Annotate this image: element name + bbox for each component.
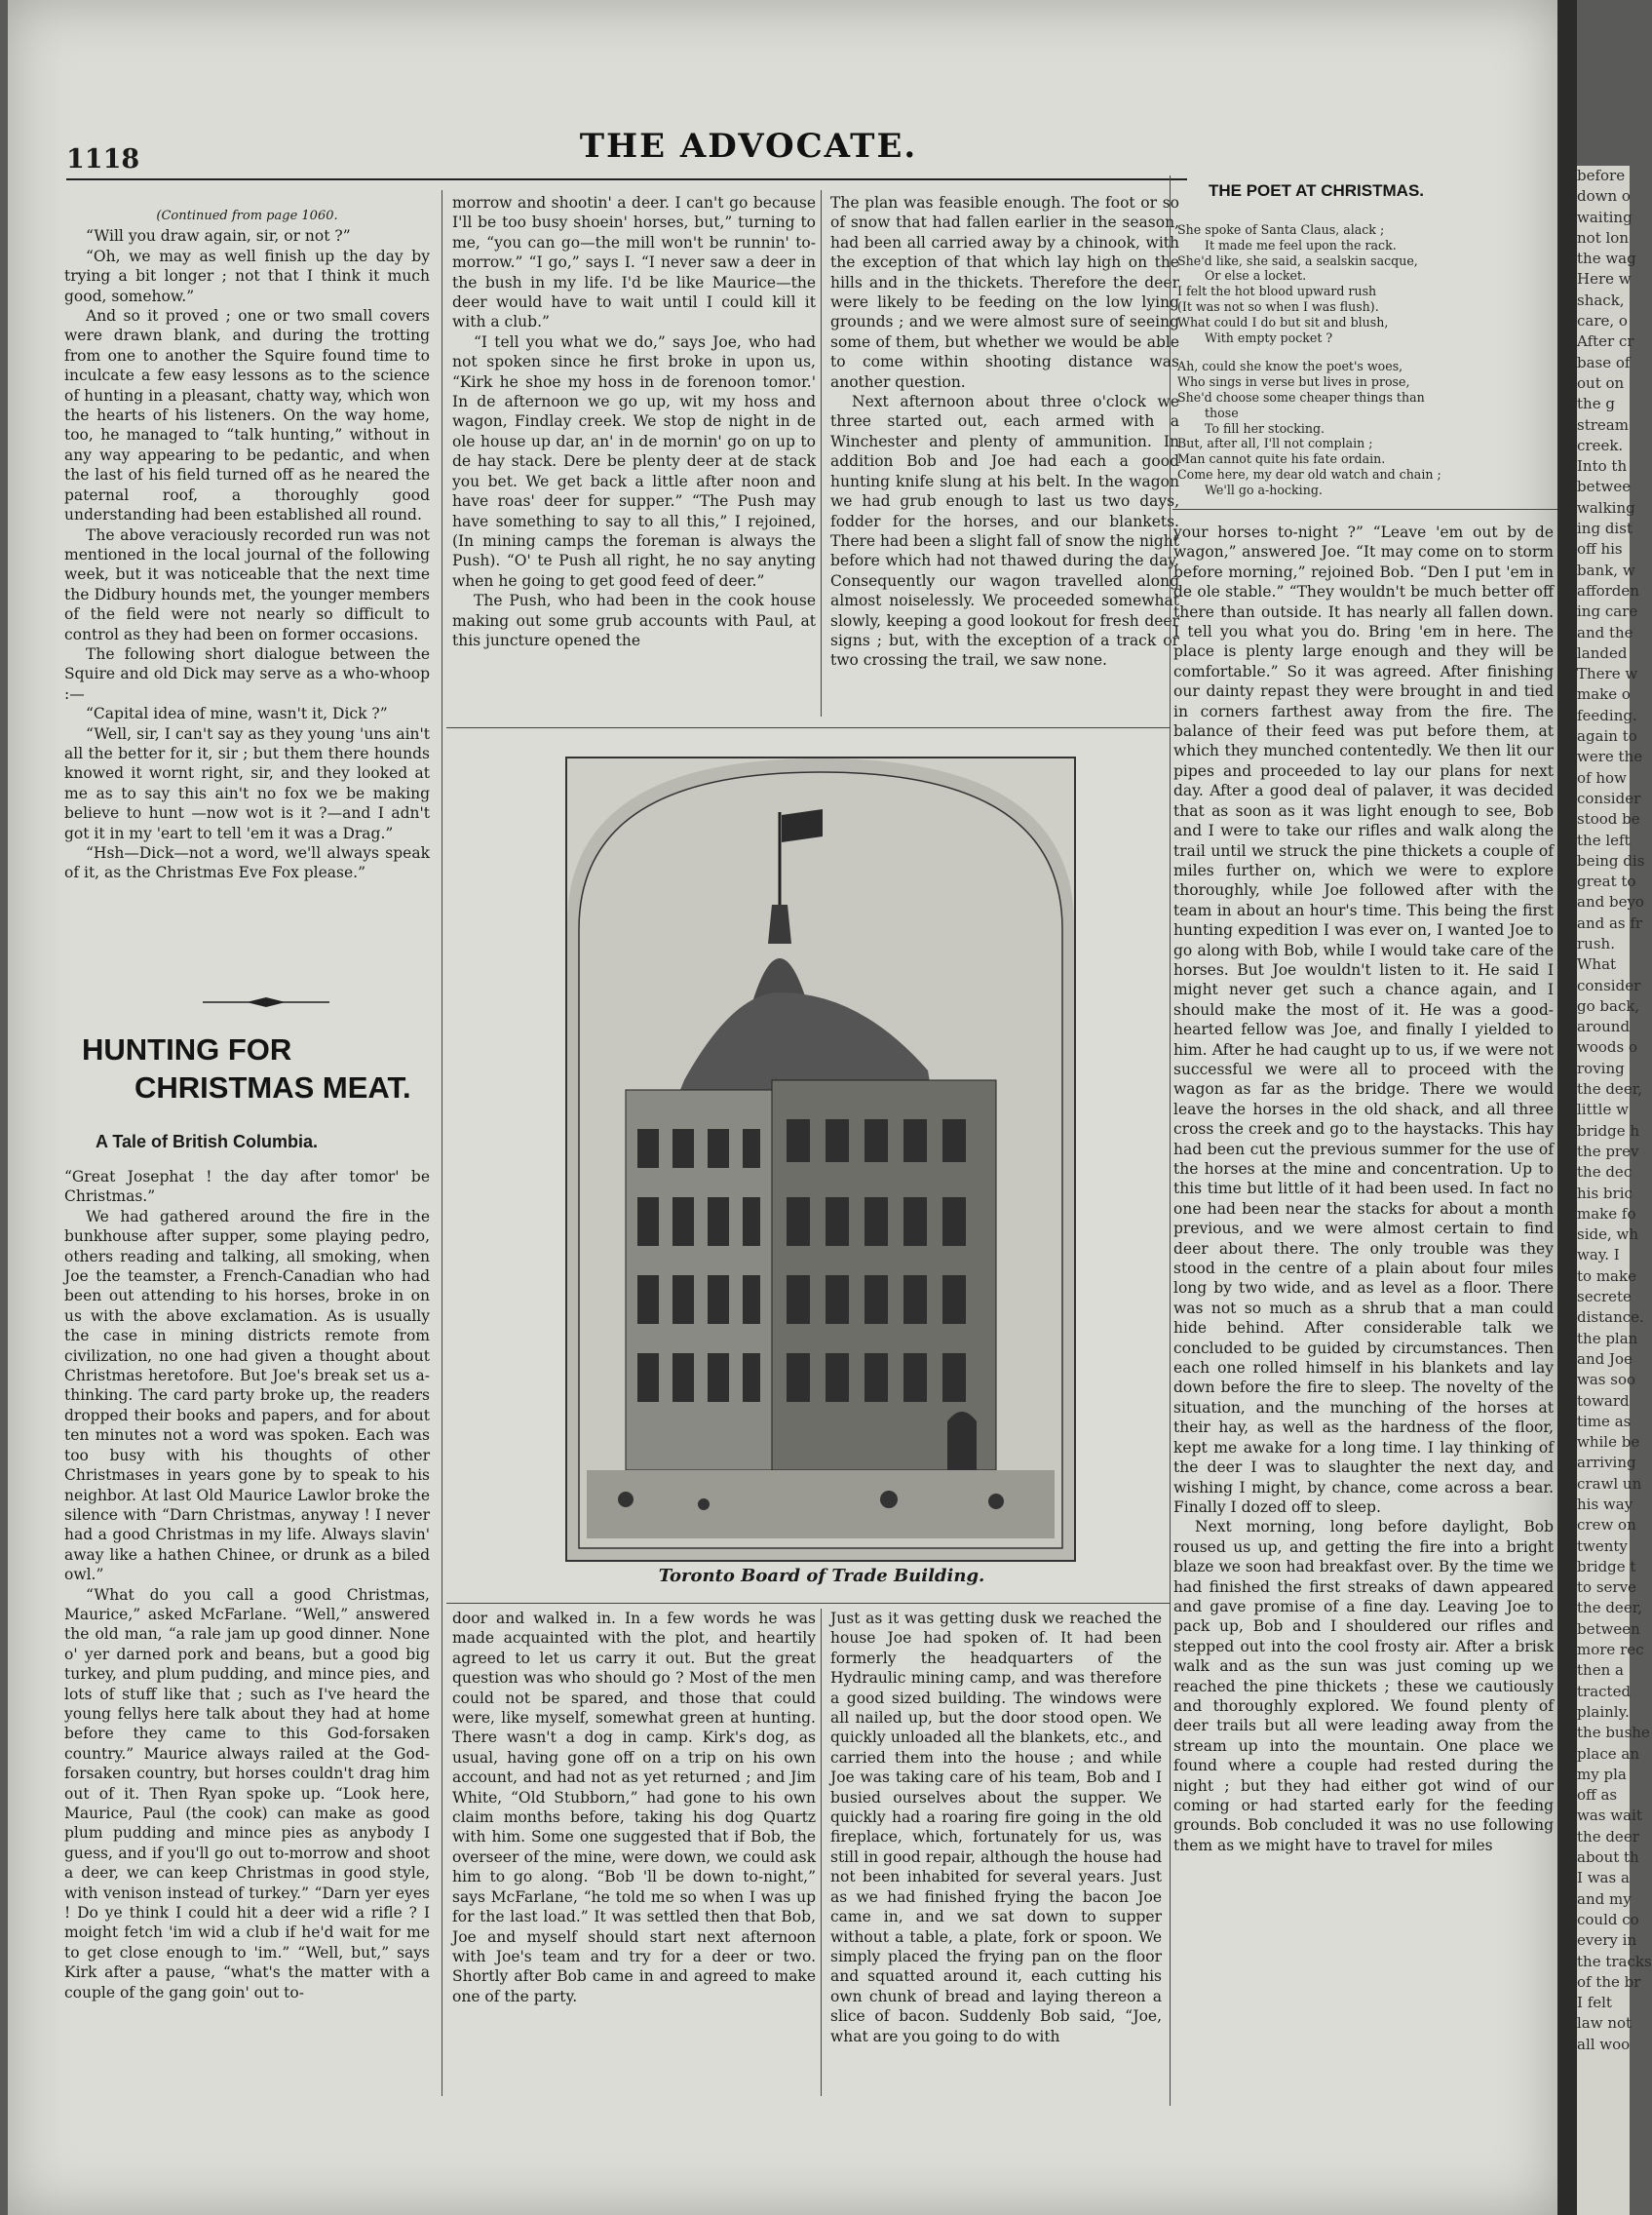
paragraph: “Well, sir, I can't say as they young 'uns ain't all the better for it, sir ; but them there hounds knowed it wornt right, sir, and they looked at me as to say this ain't no fox we be making believe to hunt —now wot is it ?—and I adn't got it in my 'eart to tell 'em it was a Drag.” (64, 724, 430, 842)
page-number: 1118 (66, 144, 140, 175)
adjacent-page-fragment: between (1577, 1619, 1640, 1638)
adjacent-page-fragment: out on (1577, 373, 1625, 392)
story-title (82, 1030, 411, 1107)
poem-line: We'll go a-hocking. (1205, 482, 1323, 497)
adjacent-page-fragment: care, o (1577, 312, 1628, 330)
adjacent-page-edge (1577, 166, 1652, 2215)
paragraph: “Will you draw again, sir, or not ?” (86, 227, 351, 246)
adjacent-page-fragment: consider (1577, 789, 1641, 807)
adjacent-page-fragment: was soo (1577, 1371, 1636, 1389)
poem-line: Or else a locket. (1205, 268, 1307, 284)
adjacent-page-fragment: the dec (1577, 1163, 1633, 1182)
column-1-bottom (64, 1167, 430, 2093)
paragraph: The plan was feasible enough. The foot or so of snow that had fallen earlier in the season, had been all carried away by a chinook, with the exception of that which lay high on the hills and in the thickets. Therefore the deer were likely to be feeding on the low lying grounds ; and we were almost sure of seeing some of them, but whether we would be able to come within shooting distance was another question. (830, 194, 1179, 391)
adjacent-page-fragment: again to (1577, 727, 1637, 746)
paragraph: “Hsh—Dick—not a word, we'll always speak of it, as the Christmas Eve Fox please.” (64, 844, 430, 882)
section-divider-ornament (203, 996, 329, 1008)
adjacent-page-fragment: to serve (1577, 1578, 1636, 1597)
column-1-top (64, 207, 430, 989)
paragraph: Next afternoon about three o'clock we three started out, each armed with a Winchester and plenty of ammunition. In addition Bob and Joe had each a good hunting knife slung at his belt. In the wagon we had grub enough to last us two days, fodder for the horses, and our blankets. There had been a slight fall of snow the night before which had not thawed during the day. Consequently our wagon travelled along almost noiselessly. We proceeded somewhat slowly, keeping a good lookout for fresh deer signs ; but, with the exception of a track or two crossing the trail, we saw none. (830, 393, 1180, 670)
adjacent-page-fragment: law not (1577, 2014, 1633, 2033)
adjacent-page-fragment: to make (1577, 1266, 1636, 1285)
building-engraving (567, 758, 1074, 1560)
adjacent-page-fragment: go back, (1577, 996, 1640, 1015)
adjacent-page-fragment: every in (1577, 1931, 1637, 1950)
column-4 (1173, 523, 1554, 2102)
story-subtitle: A Tale of British Columbia. (96, 1132, 319, 1151)
poem-line: Come here, my dear old watch and chain ; (1177, 466, 1441, 482)
adjacent-page-fragment: of the br (1577, 1972, 1641, 1991)
poem-line: But, after all, I'll not complain ; (1177, 436, 1373, 451)
column-2-bottom (452, 1609, 816, 2096)
continued-note: (Continued from page 1060. (156, 209, 338, 223)
adjacent-page-fragment: landed (1577, 643, 1628, 662)
adjacent-page-fragment: the deer, (1577, 1080, 1642, 1099)
adjacent-page-fragment: the wag (1577, 250, 1636, 268)
column-separator (1170, 175, 1171, 2106)
column-3-top (830, 193, 1179, 719)
adjacent-page-fragment: There w (1577, 665, 1638, 683)
paragraph: Next morning, long before daylight, Bob roused us up, and getting the fire into a bright blaze we soon had breakfast over. By the time we had finished the first streaks of dawn appeared and gave promise of a fine day. Leaving Joe to pack up, Bob and I shouldered our rifles and stepped out into the cool frosty air. After a brisk walk and as the sun was just coming up we reached the pine thickets ; these we cautiously and thoroughly explored. We found plenty of deer trails but all were leading away from the stream up into the mountain. One place we found where a couple had rested during the night ; but they had either got wind of our coming or had started early for the feeding grounds. Bob concluded it was no use following them as we might have to travel for miles (1173, 1518, 1554, 1854)
adjacent-page-fragment: was wait (1577, 1807, 1642, 1825)
paragraph: morrow and shootin' a deer. I can't go because I'll be too busy shoein' horses, but,” turning to me, “you can go—the mill won't be runnin' to-morrow.” “I go,” says I. “I never saw a deer in the bush in my life. I'd be like Maurice—the deer would have to wait until I could kill it with a club.” (452, 194, 816, 331)
adjacent-page-fragment: and Joe (1577, 1349, 1633, 1368)
paragraph: “Oh, we may as well finish up the day by trying a bit longer ; not that I think it much good, somehow.” (64, 247, 430, 305)
poem-line: Who sings in verse but lives in prose, (1177, 374, 1410, 390)
poem-rule (1172, 509, 1557, 510)
adjacent-page-fragment: around (1577, 1018, 1631, 1036)
adjacent-page-fragment: the g (1577, 395, 1615, 413)
column-3-bottom (830, 1609, 1162, 2096)
adjacent-page-fragment: bank, w (1577, 561, 1635, 579)
adjacent-page-fragment: creek. (1577, 436, 1624, 454)
poem-title: THE POET AT CHRISTMAS. (1209, 181, 1424, 200)
adjacent-page-fragment: place an (1577, 1744, 1639, 1763)
poem-line: What could I do but sit and blush, (1177, 314, 1389, 330)
adjacent-page-fragment: I was a (1577, 1869, 1630, 1887)
poem-line: those (1205, 405, 1239, 420)
column-2-top (452, 193, 816, 719)
adjacent-page-fragment: walking (1577, 498, 1635, 517)
poem-line: It made me feel upon the rack. (1205, 237, 1397, 253)
paragraph: The Push, who had been in the cook house making out some grub accounts with Paul, at this juncture opened the (452, 592, 816, 649)
adjacent-page-fragment: bridge t (1577, 1557, 1636, 1575)
adjacent-page-fragment: about th (1577, 1848, 1639, 1867)
figure-caption: Toronto Board of Trade Building. (658, 1566, 985, 1586)
poem-line: Man cannot quite his fate ordain. (1177, 451, 1386, 467)
adjacent-page-fragment: were the (1577, 748, 1643, 766)
paragraph: “Capital idea of mine, wasn't it, Dick ?” (86, 705, 388, 723)
newspaper-page (8, 0, 1557, 2215)
adjacent-page-fragment: the deer (1577, 1827, 1639, 1846)
adjacent-page-fragment: tracted (1577, 1682, 1632, 1700)
adjacent-page-fragment: and the (1577, 623, 1633, 641)
poem-verses (1177, 222, 1557, 498)
adjacent-page-fragment: What (1577, 955, 1617, 974)
column-separator (821, 1609, 822, 2096)
adjacent-page-fragment: being dis (1577, 851, 1645, 870)
column-separator (821, 190, 822, 717)
paragraph: door and walked in. In a few words he was made acquainted with the plot, and heartily agreed to let us carry it out. But the great question was who should go ? Most of the men could not be spared, and those that could were, like myself, somewhat green at hunting. There wasn't a dog in camp. Kirk's dog, as usual, having gone off on a trip on his own account, and had not as yet returned ; and Jim White, “Old Stubborn,” had gone to his own claim months before, taking his dog Quartz with him. Some one suggested that if Bob, the overseer of the mine, were down, we could ask him to go along. “Bob 'll be down to-night,” says McFarlane, “he told me so when I was up for the last load.” It was settled then that Bob, Joe and myself should start next afternoon with Joe's team and try for a deer or two. Shortly after Bob came in and agreed to make one of the party. (452, 1610, 816, 2005)
figure-rule-bottom (446, 1603, 1170, 1604)
adjacent-page-fragment: down o (1577, 187, 1631, 206)
masthead-title: THE ADVOCATE. (579, 127, 918, 166)
poem-line: She'd like, she said, a sealskin sacque, (1177, 253, 1418, 268)
adjacent-page-fragment: make o (1577, 685, 1631, 704)
story-title-line-1: HUNTING FOR (82, 1032, 292, 1067)
adjacent-page-fragment: woods o (1577, 1038, 1637, 1057)
adjacent-page-fragment: off his (1577, 540, 1623, 559)
adjacent-page-fragment: and beyo (1577, 893, 1644, 912)
adjacent-page-fragment: After cr (1577, 332, 1634, 351)
adjacent-page-fragment: base of (1577, 353, 1631, 371)
adjacent-page-fragment: ing care (1577, 602, 1638, 621)
poem-line: Ah, could she know the poet's woes, (1177, 359, 1403, 374)
poem-line (1177, 345, 1557, 359)
adjacent-page-fragment: and as fr (1577, 913, 1643, 932)
page-gutter (1557, 0, 1577, 2215)
adjacent-page-fragment: the plan (1577, 1329, 1638, 1347)
adjacent-page-fragment: secrete (1577, 1288, 1632, 1306)
adjacent-page-fragment: toward (1577, 1391, 1630, 1410)
adjacent-page-fragment: crew on (1577, 1516, 1636, 1535)
adjacent-page-fragment: make fo (1577, 1204, 1636, 1223)
adjacent-page-fragment: Into th (1577, 457, 1628, 476)
adjacent-page-fragment: little w (1577, 1101, 1629, 1119)
story-title-line-2: CHRISTMAS MEAT. (134, 1070, 411, 1105)
adjacent-page-fragment: of how (1577, 768, 1627, 787)
figure-rule-top (446, 727, 1170, 728)
adjacent-page-fragment: more rec (1577, 1641, 1644, 1659)
paragraph: We had gathered around the fire in the bunkhouse after supper, some playing pedro, others reading and talking, all smoking, when Joe the teamster, a French-Canadian who had been out attending to his horses, broke in on us with the above exclamation. As is usually the case in mining districts remote from civilization, no one had given a thought about Christmas heretofore. But Joe's break set us a-thinking. The card party broke up, the readers dropped their books and papers, and for about ten minutes not a word was spoken. Each was too busy with his thoughts of other Christmases in years gone by to speak to his neighbor. At last Old Maurice Lawlor broke the silence with “Darn Christmas, anyway ! I never had a good Christmas in my life. Always slavin' away like a hathen Chinee, or drunk as a biled owl.” (64, 1207, 430, 1584)
poem-line: She'd choose some cheaper things than (1177, 389, 1425, 405)
adjacent-page-fragment: distance. (1577, 1308, 1644, 1327)
adjacent-page-fragment: time as (1577, 1412, 1632, 1430)
paragraph: The above veraciously recorded run was not mentioned in the local journal of the following week, but it was noticeable that the next time the Didbury hounds met, the younger members of the field were not nearly so difficult to control as they had been on former occasions. (64, 525, 430, 643)
adjacent-page-fragment: stream (1577, 415, 1629, 434)
adjacent-page-fragment: ing dist (1577, 520, 1633, 538)
adjacent-page-fragment: shack, (1577, 291, 1625, 309)
adjacent-page-fragment: afforden (1577, 581, 1639, 600)
adjacent-page-fragment: roving (1577, 1059, 1625, 1077)
adjacent-page-fragment: stood be (1577, 810, 1640, 829)
paragraph: “What do you call a good Christmas, Maurice,” asked McFarlane. “Well,” answered the old man, “a rale jam up good dinner. None o' yer darned pork and beans, but a good big turkey, and plum pudding, and mince pies, and lots of stuff like that ; such as I've heard the young fellys here talk about they had at home before they came to this God-forsaken country.” Maurice always railed at the God-forsaken country, but horses couldn't drag him out of it. Then Ryan spoke up. “Look here, Maurice, Paul (the cook) can make as good plum pudding and mince pies as anybody I guess, and if you'll go out to-morrow and shoot a deer, we can keep Christmas in good style, with venison instead of turkey.” “Darn yer eyes ! Do ye think I could hit a deer wid a rifle ? I moight fetch 'im wid a club if he'd wait for me to get close enough to 'im.” “Well, but,” says Kirk after a pause, “what's the matter with a couple of the gang goin' out to- (64, 1585, 430, 2001)
adjacent-page-fragment: the tracks (1577, 1952, 1652, 1970)
adjacent-page-fragment: all woo (1577, 2035, 1631, 2053)
paragraph: “I tell you what we do,” says Joe, who had not spoken since he first broke in upon us, “Kirk he shoe my hoss in de forenoon tomor.' In de afternoon we go up, wit my hoss and wagon, Findlay creek. We stop de night in de ole house up dar, an' in de mornin' go on up to de hay stack. Dere be plenty deer at de stack you bet. We get back a little after noon and have roas' deer for supper.” “The Push may have something to say to all this,” I rejoined, (In mining camps the foreman is always the Push). “O' te Push all right, he no say anyting when he going to get good feed of deer.” (452, 332, 816, 590)
adjacent-page-fragment: while be (1577, 1433, 1640, 1452)
adjacent-page-fragment: his way (1577, 1496, 1633, 1513)
adjacent-page-fragment: off as (1577, 1786, 1618, 1805)
adjacent-page-fragment: waiting (1577, 208, 1633, 226)
adjacent-page-fragment: his bric (1577, 1184, 1633, 1202)
adjacent-page-fragment: the left (1577, 831, 1631, 849)
adjacent-page-fragment: rush. (1577, 934, 1615, 952)
header-rule (66, 178, 1187, 180)
adjacent-page-fragment: feeding. (1577, 706, 1637, 724)
adjacent-page-fragment: then a (1577, 1661, 1624, 1680)
paragraph: “Great Josephat ! the day after tomor' be Christmas.” (64, 1168, 430, 1206)
adjacent-page-fragment: I felt (1577, 1994, 1612, 2012)
adjacent-page-fragment: before (1577, 167, 1626, 184)
toronto-board-of-trade-illustration (565, 757, 1076, 1562)
poem-line: She spoke of Santa Claus, alack ; (1177, 222, 1385, 237)
adjacent-page-fragment: twenty (1577, 1536, 1628, 1555)
adjacent-page-fragment: crawl un (1577, 1474, 1642, 1493)
adjacent-page-fragment: my pla (1577, 1765, 1627, 1783)
adjacent-page-fragment: the bushe (1577, 1724, 1650, 1742)
adjacent-page-fragment: not lon (1577, 228, 1629, 247)
paragraph: And so it proved ; one or two small covers were drawn blank, and during the trotting from one to another the Squire found time to inculcate a few easy lessons as to the science of hunting in a pleasant, chatty way, which won the hearts of his listeners. On the way home, too, he managed to “talk hunting,” without in any way appearing to be pedantic, and when the last of his field turned off as he neared the paternal roof, a thoroughly good understanding had been established all round. (64, 307, 430, 525)
poem-line: I felt the hot blood upward rush (1177, 284, 1377, 299)
adjacent-page-fragment: arriving (1577, 1454, 1636, 1472)
adjacent-page-fragment: bridge h (1577, 1121, 1640, 1140)
adjacent-page-fragment: great to (1577, 873, 1636, 891)
adjacent-page-fragment: Here w (1577, 270, 1632, 289)
poem-line: (It was not so when I was flush). (1177, 298, 1379, 314)
poem-line: To fill her stocking. (1205, 420, 1325, 436)
adjacent-page-fragment: plainly. (1577, 1702, 1630, 1721)
poem-line: With empty pocket ? (1205, 330, 1333, 345)
adjacent-page-fragment: the deer, (1577, 1599, 1642, 1617)
adjacent-page-fragment: betwee (1577, 478, 1632, 496)
adjacent-page-fragment: side, wh (1577, 1225, 1639, 1244)
adjacent-page-fragment: way. I (1577, 1246, 1620, 1264)
paragraph: your horses to-night ?” “Leave 'em out by de wagon,” answered Joe. “It may come on to storm before morning,” rejoined Bob. “Den I put 'em in de ole stable.” “They wouldn't be much better off there than outside. It has nearly all fallen down. I tell you what you do. Bring 'em in here. The place is plenty large enough and they will be comfortable.” So it was agreed. After finishing our dainty repast they were brought in and tied in corners farthest away from the fire. The balance of their feed was put before them, at which they munched contentedly. We then lit our pipes and proceeded to lay our plans for next day. After a good deal of palaver, it was decided that as soon as it was light enough to see, Bob and I were to take our rifles and walk along the trail until we struck the pine thickets a couple of miles further on, which we were to explore thoroughly, while Joe followed after with the team in about an hour's time. This being the first hunting expedition I was ever on, I wanted Joe to go along with Bob, while I would take care of the horses. But Joe wouldn't listen to it. He said I might never get such a chance again, and I should make the most of it. He was a good-hearted fellow was Joe, and finally I yielded to him. After he had caught up to us, if we were not successful we were all to proceed with the wagon as far as the bridge. There we would leave the horses in the old shack, and all three cross the creek and go to the haystacks. This hay had been cut the previous summer for the use of the horses at the mine and concentration. Up to this time but little of it had been used. In fact no one had been near the stacks for about a month previous, and we were almost certain to find deer about there. The only trouble was they stood in the centre of a plain about four miles long by two wide, and as level as a floor. There was not so much as a shrub that a man could hide behind. After considerable talk we concluded to be guided by circumstances. Then each one rolled himself in his blankets and lay down before the fire to sleep. The novelty of the situation, and the munching of the horses at their hay, as well as the hardness of the floor, kept me awake for a long time. I lay thinking of the deer I was to slaughter the next day, and wishing I might, by chance, come across a bear. Finally I dozed off to sleep. (1173, 524, 1554, 1516)
adjacent-page-fragment: and my (1577, 1889, 1632, 1908)
paragraph: The following short dialogue between the Squire and old Dick may serve as a who-whoop :— (64, 644, 430, 703)
paragraph: Just as it was getting dusk we reached the house Joe had spoken of. It had been formerly the headquarters of the Hydraulic mining camp, and was therefore a good sized building. The windows were all nailed up, but the door stood open. We quickly unloaded all the blankets, etc., and carried them into the house ; and while Joe was taking care of his team, Bob and I busied ourselves about the supper. We quickly had a roaring fire going in the old fireplace, which, fortunately for us, was still in good repair, although the house had not been inhabited for several years. Just as we had finished frying the bacon Joe came in, and we sat down to supper without a table, a plate, fork or spoon. We simply placed the frying pan on the floor and squatted around it, each cutting his own chunk of bread and laying thereon a slice of bacon. Suddenly Bob said, “Joe, what are you going to do with (830, 1610, 1162, 2045)
adjacent-page-fragment: the prev (1577, 1142, 1639, 1160)
adjacent-page-fragment: consider (1577, 976, 1641, 994)
adjacent-page-fragment: could co (1577, 1910, 1639, 1928)
